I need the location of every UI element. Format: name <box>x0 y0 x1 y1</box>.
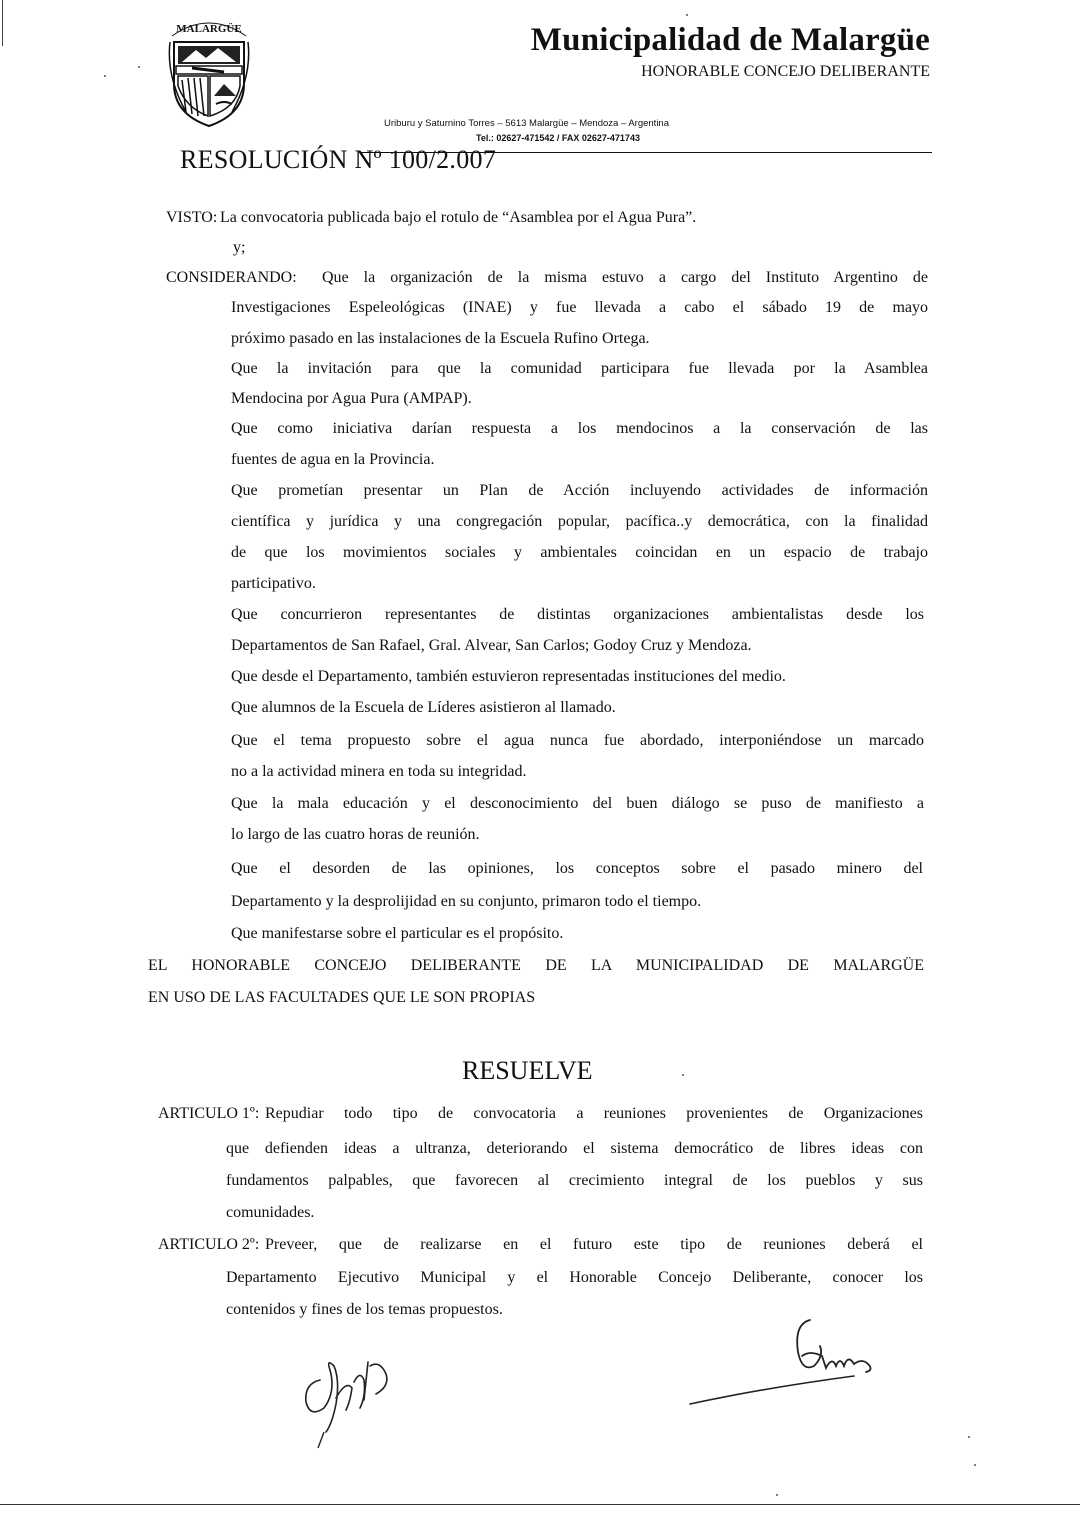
considerando-line: Que alumnos de la Escuela de Líderes asistieron al llamado. <box>231 699 616 716</box>
preamble-line: EL HONORABLE CONCEJO DELIBERANTE DE LA MUNICIPALIDAD DE MALARGÜE <box>148 957 924 974</box>
considerando-line: próximo pasado en las instalaciones de la Escuela Rufino Ortega. <box>231 330 650 347</box>
considerando-line: Que la organización de la misma estuvo a cargo del Instituto Argentino de <box>322 269 928 286</box>
visto-conjunction: y; <box>233 239 246 256</box>
council-name: HONORABLE CONCEJO DELIBERANTE <box>641 63 930 80</box>
considerando-line: Que la mala educación y el desconocimiento del buen diálogo se puso de manifiesto a <box>231 795 924 812</box>
preamble-line: EN USO DE LAS FACULTADES QUE LE SON PROPIAS <box>148 989 536 1006</box>
considerando-line: científica y jurídica y una congregación popular, pacífica..y democrática, con la finalidad <box>231 513 928 530</box>
considerando-line: Que el desorden de las opiniones, los conceptos sobre el pasado minero del <box>231 860 923 877</box>
article-line: Preveer, que de realizarse en el futuro este tipo de reuniones deberá el <box>265 1236 923 1253</box>
visto-text: La convocatoria publicada bajo el rotulo de “Asamblea por el Agua Pura”. <box>220 209 697 226</box>
considerando-line: de que los movimientos sociales y ambientales coincidan en un espacio de trabajo <box>231 544 928 561</box>
article-line: contenidos y fines de los temas propuestos. <box>226 1301 503 1318</box>
article-line: que defienden ideas a ultranza, deteriorando el sistema democrático de libres ideas con <box>226 1140 923 1157</box>
article-line: Repudiar todo tipo de convocatoria a reuniones provenientes de Organizaciones <box>265 1105 923 1122</box>
considerando-line: fuentes de agua en la Provincia. <box>231 451 435 468</box>
resolution-title: RESOLUCIÓN Nº 100/2.007 <box>180 145 497 174</box>
considerando-line: Que concurrieron representantes de distintas organizaciones ambientalistas desde los <box>231 606 924 623</box>
considerando-line: Departamento y la desprolijidad en su conjunto, primaron todo el tiempo. <box>231 893 702 910</box>
considerando-line: Que desde el Departamento, también estuvieron representadas instituciones del medio. <box>231 668 786 685</box>
article-line: Departamento Ejecutivo Municipal y el Honorable Concejo Deliberante, conocer los <box>226 1269 923 1286</box>
scan-speck <box>686 14 688 16</box>
scan-speck <box>776 1494 778 1496</box>
considerando-line: lo largo de las cuatro horas de reunión. <box>231 826 480 843</box>
considerando-line: Que manifestarse sobre el particular es el propósito. <box>231 925 564 942</box>
considerando-line: Que prometían presentar un Plan de Acción incluyendo actividades de información <box>231 482 928 499</box>
municipal-seal-icon <box>166 16 252 128</box>
article-label: ARTICULO 1º: <box>158 1105 260 1122</box>
scan-speck <box>974 1464 976 1466</box>
scan-bottom-rule <box>0 1504 1080 1505</box>
considerando-line: Mendocina por Agua Pura (AMPAP). <box>231 390 472 407</box>
signature-right <box>684 1316 914 1408</box>
scan-speck <box>968 1436 970 1438</box>
scan-edge-mark <box>2 0 3 46</box>
resuelve-heading: RESUELVE <box>462 1056 593 1085</box>
address-line: Uriburu y Saturnino Torres – 5613 Malargüe – Mendoza – Argentina <box>384 118 669 129</box>
considerando-label: CONSIDERANDO: <box>166 269 297 286</box>
considerando-line: Que el tema propuesto sobre el agua nunca fue abordado, interponiéndose un marcado <box>231 732 924 749</box>
phone-line: Tel.: 02627-471542 / FAX 02627-471743 <box>476 133 640 143</box>
considerando-line: Que la invitación para que la comunidad participara fue llevada por la Asamblea <box>231 360 928 377</box>
considerando-line: Investigaciones Espeleológicas (INAE) y fue llevada a cabo el sábado 19 de mayo <box>231 299 928 316</box>
article-line: comunidades. <box>226 1204 315 1221</box>
considerando-line: no a la actividad minera en toda su integridad. <box>231 763 527 780</box>
scan-speck <box>104 75 106 77</box>
visto-label: VISTO: <box>166 209 218 226</box>
article-line: fundamentos palpables, que favorecen al crecimiento integral de los pueblos y sus <box>226 1172 923 1189</box>
scan-speck <box>682 1074 684 1076</box>
seal-text: MALARGÜE <box>176 23 242 35</box>
scan-speck <box>138 66 140 68</box>
signature-left <box>290 1340 420 1450</box>
considerando-line: Que como iniciativa darían respuesta a los mendocinos a la conservación de las <box>231 420 928 437</box>
considerando-line: Departamentos de San Rafael, Gral. Alvear, San Carlos; Godoy Cruz y Mendoza. <box>231 637 752 654</box>
considerando-line: participativo. <box>231 575 316 592</box>
article-label: ARTICULO 2º: <box>158 1236 260 1253</box>
municipality-name: Municipalidad de Malargüe <box>530 22 930 58</box>
